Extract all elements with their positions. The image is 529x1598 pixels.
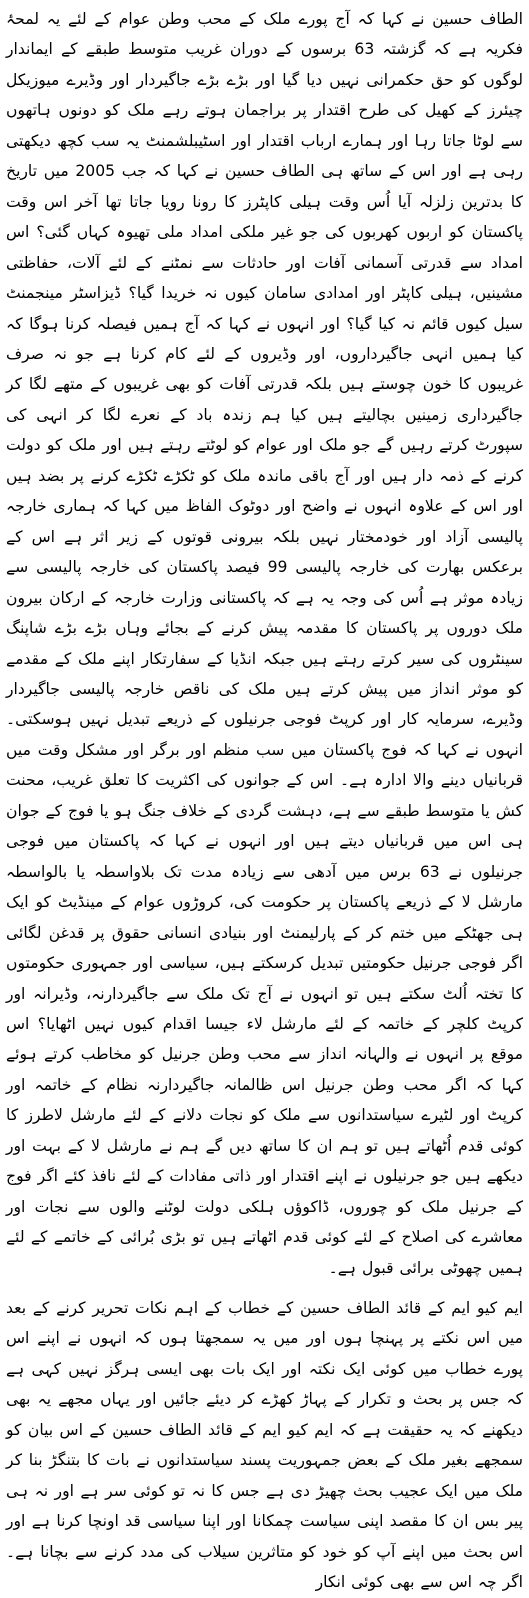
article-page (6, 4, 523, 1592)
article-paragraph-1: الطاف حسین نے کہا کہ آج پورے ملک کے محب وطن عوام کے لئے یہ لمحۂ فکریہ ہے کہ گزشتہ 63 برسوں کے دوران غریب متوسط طبقے کے ایماندار لوگوں کو حق حکمرانی نہیں دیا گیا اور بڑے بڑے جاگیردار اور وڈیرے میوزیکل چیئرز کے کھیل کی طرح اقتدار پر براجمان ہوتے رہے ملک کو دونوں ہاتھوں سے لوٹا جاتا رہا اور ہمارے ارباب اقتدار اور اسٹیبلشمنٹ یہ سب کچھ دیکھتی رہی ہے اور اس کے ساتھ ہی الطاف حسین نے کہا کہ جب 2005 میں تاریخ کا بدترین زلزلہ آیا اُس وقت ہیلی کاپٹرز کا رونا رویا جاتا تھا آخر اس وقت پاکستان کو اربوں کھربوں کی جو غیر ملکی امداد ملی تھیوہ کہاں گئی؟ اس امداد سے قدرتی آسمانی آفات اور حادثات سے نمٹنے کے لئے آلات، حفاظتی مشینیں، ہیلی کاپٹر اور امدادی سامان کیوں نہ خریدا گیا؟ ڈیزاسٹر مینجمنٹ سیل کیوں قائم نہ کیا گیا؟ اور انہوں نے کہا کہ آج ہمیں فیصلہ کرنا ہوگا کہ کیا ہمیں انہی جاگیرداروں، اور وڈیروں کے لئے کام کرنا ہے جو نہ صرف غریبوں کا خون چوستے ہیں بلکہ قدرتی آفات کو بھی غریبوں کے متھے لگا کر جاگیرداری زمینیں بچالیتے ہیں کیا ہم زندہ باد کے نعرے لگا کر انہی کی سپورٹ کرتے رہیں گے جو ملک اور عوام کو لوٹتے رہتے ہیں اور ملک کو دولت کرنے کے ذمہ دار ہیں اور آج باقی ماندہ ملک کو ٹکڑے ٹکڑے کرنے پر بضد ہیں اور اس کے علاوہ انہوں نے واضح اور دوٹوک الفاظ میں کہا کہ ہماری خارجہ پالیسی آزاد اور خودمختار نہیں بلکہ بیرونی قوتوں کے زیر اثر ہے اس کے برعکس بھارت کی خارجہ پالیسی 99 فیصد پاکستان کی خارجہ پالیسی سے زیادہ موثر ہے اُس کی وجہ یہ ہے کہ پاکستانی وزارت خارجہ کے ارکان بیرون ملک دوروں پر پاکستان کا مقدمہ پیش کرنے کے بجائے وہاں بڑے بڑے شاپنگ سینٹروں کی سیر کرتے رہتے ہیں جبکہ انڈیا کے سفارتکار اپنے ملک کے مقدمے کو موثر انداز میں پیش کرتے ہیں ملک کی ناقص خارجہ پالیسی جاگیردار وڈیرے، سرمایہ کار اور کرپٹ فوجی جرنیلوں کے ذریعے تبدیل نہیں ہوسکتی۔ انہوں نے کہا کہ فوج پاکستان میں سب منظم اور برگر اور مشکل وقت میں قربانیاں دینے والا ادارہ ہے۔ اس کے جوانوں کی اکثریت کا تعلق غریب، محنت کش یا متوسط طبقے سے ہے، دہشت گردی کے خلاف جنگ ہو یا فوج کے جوان ہی اس میں قربانیاں دیتے ہیں اور انہوں نے کہا کہ پاکستان میں فوجی جرنیلوں نے 63 برس میں آدھی سے زیادہ مدت تک بلاواسطہ یا بالواسطہ مارشل لا کے ذریعے پاکستان پر حکومت کی، کروڑوں عوام کے مینڈیٹ کو ایک ہی جھٹکے میں ختم کر کے پارلیمنٹ اور بنیادی انسانی حقوق پر قدغن لگائی اگر فوجی جرنیل حکومتیں تبدیل کرسکتے ہیں، سیاسی اور جمہوری حکومتوں کا تختہ اُلٹ سکتے ہیں تو انہوں نے آج تک ملک سے جاگیردارنہ، وڈیرانہ اور کرپٹ کلچر کے خاتمہ کے لئے مارشل لاء جیسا اقدام کیوں نہیں اٹھایا؟ اس موقع پر انہوں نے والہانہ انداز سے محب وطن جرنیل کو مخاطب کرتے ہوئے کہا کہ اگر محب وطن جرنیل اس ظالمانہ جاگیردارنہ نظام کے خاتمہ اور کرپٹ اور لٹیرے سیاستدانوں سے ملک کو نجات دلانے کے لئے مارشل لاطرز کا کوئی قدم اُٹھاتے ہیں تو ہم ان کا ساتھ دیں گے ہم نے مارشل لا کے بہت اور دیکھے ہیں جو جرنیلوں نے اپنے اقتدار اور ذاتی مفادات کے لئے نافذ کئے اگر فوج کے جرنیل ملک کو چوروں، ڈاکوؤں ہلکی دولت لوٹنے والوں سے نجات اور معاشرے کی اصلاح کے لئے کوئی قدم اٹھاتے ہیں تو بڑی بُرائی کے خاتمے کے لئے ہمیں چھوٹی برائی قبول ہے۔ (6, 10, 523, 1277)
article-paragraph-2: ایم کیو ایم کے قائد الطاف حسین کے خطاب کے اہم نکات تحریر کرنے کے بعد میں اس نکتے پر پہنچا ہوں اور میں یہ سمجھتا ہوں کہ انہوں نے اپنے اس پورے خطاب میں کوئی ایک نکتہ اور ایک بات بھی ایسی ہرگز نہیں کہی ہے کہ جس پر بحث و تکرار کے پہاڑ کھڑے کر دیئے جائیں اور یہاں مجھے یہ بھی دیکھنے کہ یہ حقیقت ہے کہ ایم کیو ایم کے قائد الطاف حسین کے اس بیان کو سمجھے بغیر ملک کے بعض جمہوریت پسند سیاستدانوں نے بات کا بتنگڑ بنا کر ملک میں ایک عجیب بحث چھیڑ دی ہے جس کا نہ تو کوئی سر ہے اور نہ ہی پیر بس ان کا مقصد اپنی سیاست چمکانا اور اپنا سیاسی قد اونچا کرنا ہے اور اس بحث میں اپنے آپ کو خود کو متاثرین سیلاب کی مدد کرنے سے بچانا ہے۔ اگر چہ اس سے بھی کوئی انکار (6, 1299, 523, 1592)
